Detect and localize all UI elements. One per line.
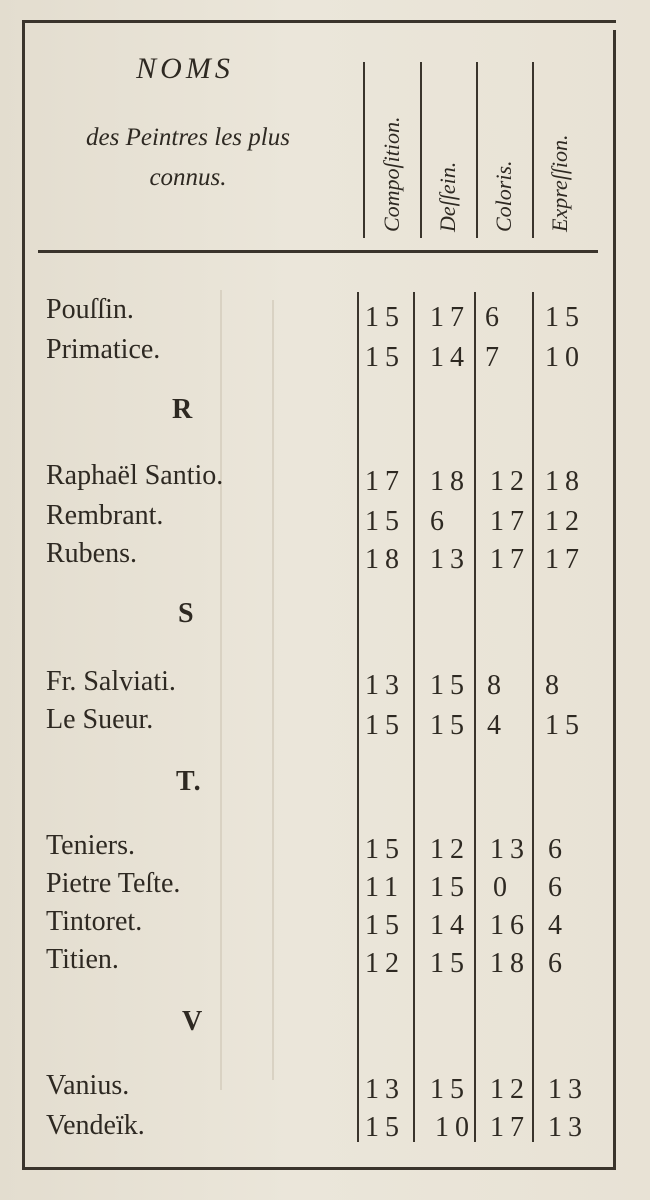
score-expression: 8 [545, 670, 565, 701]
header-separator [38, 250, 598, 253]
table-bottom-border [24, 1167, 616, 1170]
body-column-rule [413, 292, 415, 1142]
score-composition: 15 [365, 342, 405, 373]
body-column-rule [357, 292, 359, 1142]
score-composition: 13 [365, 670, 405, 701]
column-header-coloris: Coloris. [491, 160, 516, 232]
score-coloris: 12 [490, 1074, 530, 1105]
painter-name: Titien. [46, 944, 119, 975]
score-coloris: 17 [490, 506, 530, 537]
subtitle-line: des Peintres les plus [86, 124, 290, 151]
header-column-rule [420, 62, 422, 238]
score-dessein: 6 [430, 506, 450, 537]
painter-name: Vendeïk. [46, 1110, 145, 1141]
table-title: NOMS [136, 52, 234, 85]
score-dessein: 18 [430, 466, 470, 497]
score-dessein: 15 [430, 1074, 470, 1105]
painter-name: Primatice. [46, 334, 161, 365]
score-composition: 13 [365, 1074, 405, 1105]
painter-name: Raphaël Santio. [46, 460, 224, 491]
painter-name: Rembrant. [46, 500, 164, 531]
score-expression: 10 [545, 342, 585, 373]
score-coloris: 4 [487, 710, 507, 741]
score-coloris: 17 [490, 1112, 530, 1143]
score-dessein: 12 [430, 834, 470, 865]
section-letter: S [178, 598, 195, 629]
body-column-rule [532, 292, 534, 1142]
table-subtitle [38, 118, 338, 198]
painter-name: Fr. Salviati. [46, 666, 176, 697]
score-coloris: 12 [490, 466, 530, 497]
score-expression: 15 [545, 710, 585, 741]
score-coloris: 17 [490, 544, 530, 575]
score-composition: 15 [365, 910, 405, 941]
score-expression: 6 [548, 948, 568, 979]
painter-name: Vanius. [46, 1070, 130, 1101]
column-header-expression: Expreſſion. [547, 134, 572, 232]
score-dessein: 14 [430, 910, 470, 941]
score-dessein: 13 [430, 544, 470, 575]
score-coloris: 16 [490, 910, 530, 941]
score-composition: 15 [365, 710, 405, 741]
score-coloris: 7 [485, 342, 505, 373]
score-composition: 15 [365, 834, 405, 865]
score-composition: 17 [365, 466, 405, 497]
score-dessein: 17 [430, 302, 470, 333]
section-letter: V [182, 1006, 204, 1037]
score-expression: 15 [545, 302, 585, 333]
column-header-dessein: Deſſein. [435, 161, 460, 232]
score-composition: 15 [365, 1112, 405, 1143]
score-expression: 6 [548, 872, 568, 903]
subtitle-line: connus. [149, 164, 227, 191]
show-through-line [220, 290, 222, 1090]
painter-name: Rubens. [46, 538, 137, 569]
score-composition: 11 [365, 872, 404, 903]
column-header-composition: Compoſition. [379, 116, 404, 232]
header-column-rule [363, 62, 365, 238]
painter-name: Le Sueur. [46, 704, 154, 735]
score-dessein: 15 [430, 948, 470, 979]
score-expression: 4 [548, 910, 568, 941]
score-dessein: 15 [430, 710, 470, 741]
painter-name: Teniers. [46, 830, 136, 861]
painter-name: Pouſſin. [46, 294, 134, 325]
score-dessein: 15 [430, 670, 470, 701]
header-column-rule [532, 62, 534, 238]
score-expression: 18 [545, 466, 585, 497]
section-letter: T. [176, 766, 202, 797]
score-dessein: 14 [430, 342, 470, 373]
table-left-border [22, 20, 25, 1170]
score-expression: 13 [548, 1074, 588, 1105]
score-coloris: 6 [485, 302, 505, 333]
score-dessein: 15 [430, 872, 470, 903]
header-column-rule [476, 62, 478, 238]
show-through-line [272, 300, 274, 1080]
score-composition: 12 [365, 948, 405, 979]
score-expression: 13 [548, 1112, 588, 1143]
painter-name: Tintoret. [46, 906, 143, 937]
score-coloris: 8 [487, 670, 507, 701]
score-composition: 18 [365, 544, 405, 575]
table-right-border [613, 30, 616, 1170]
body-column-rule [474, 292, 476, 1142]
table-top-border [22, 20, 616, 23]
section-letter: R [172, 394, 194, 425]
score-coloris: 18 [490, 948, 530, 979]
score-expression: 17 [545, 544, 585, 575]
painter-name: Pietre Teſte. [46, 868, 181, 899]
score-composition: 15 [365, 506, 405, 537]
score-coloris: 13 [490, 834, 530, 865]
score-composition: 15 [365, 302, 405, 333]
score-expression: 12 [545, 506, 585, 537]
score-coloris: 0 [493, 872, 513, 903]
score-expression: 6 [548, 834, 568, 865]
score-dessein: 10 [435, 1112, 475, 1143]
